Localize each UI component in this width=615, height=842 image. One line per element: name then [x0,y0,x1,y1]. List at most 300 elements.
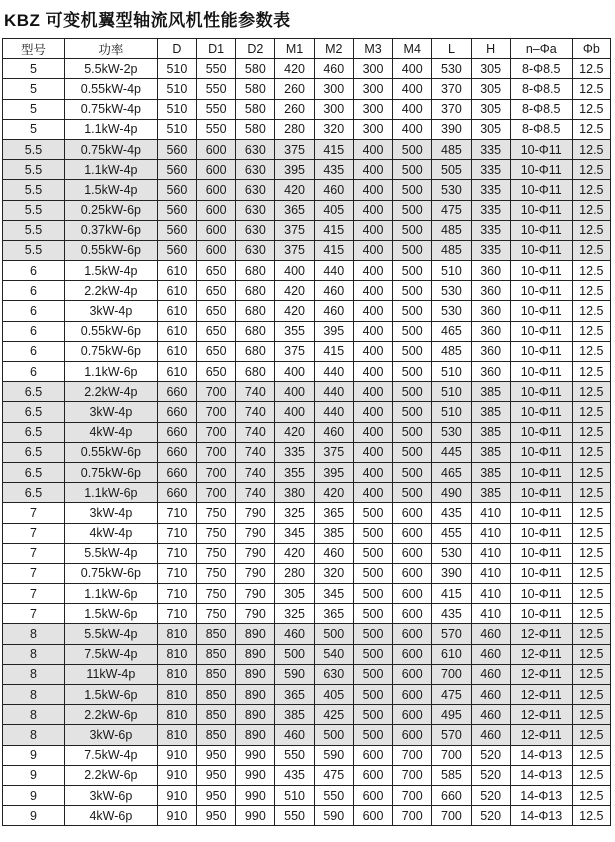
table-cell: 460 [314,59,353,79]
table-cell: 475 [314,765,353,785]
table-cell: 390 [432,119,471,139]
table-cell: 850 [197,685,236,705]
column-header: M2 [314,39,353,59]
table-cell: 400 [353,321,392,341]
table-cell: 485 [432,139,471,159]
table-cell: 12.5 [572,503,610,523]
table-cell: 465 [432,321,471,341]
table-cell: 460 [314,422,353,442]
table-cell: 560 [157,200,196,220]
table-row [3,705,611,725]
table-cell: 790 [236,604,275,624]
table-cell: 890 [236,685,275,705]
table-cell: 700 [432,806,471,826]
table-cell: 580 [236,119,275,139]
table-cell: 14-Φ13 [510,785,572,805]
table-cell: 500 [353,644,392,664]
table-cell: 12.5 [572,806,610,826]
table-cell: 950 [197,745,236,765]
table-cell: 440 [314,402,353,422]
table-cell: 550 [275,806,314,826]
table-cell: 12.5 [572,745,610,765]
table-cell: 530 [432,422,471,442]
table-cell: 305 [471,119,510,139]
table-cell: 550 [197,99,236,119]
table-cell: 435 [432,503,471,523]
table-cell: 400 [393,59,432,79]
table-cell: 530 [432,281,471,301]
table-cell: 550 [314,785,353,805]
table-cell: 3kW-6p [64,785,157,805]
table-cell: 400 [275,261,314,281]
table-cell: 12.5 [572,362,610,382]
table-cell: 600 [393,644,432,664]
table-cell: 12.5 [572,664,610,684]
table-cell: 500 [393,341,432,361]
column-header: M1 [275,39,314,59]
table-cell: 460 [471,705,510,725]
table-cell: 10-Φ11 [510,362,572,382]
table-cell: 750 [197,503,236,523]
table-cell: 500 [353,584,392,604]
table-cell: 500 [393,240,432,260]
table-cell: 500 [353,563,392,583]
table-cell: 400 [353,442,392,462]
table-cell: 12.5 [572,99,610,119]
table-cell: 510 [157,119,196,139]
table-cell: 630 [236,139,275,159]
table-cell: 0.25kW-6p [64,200,157,220]
table-cell: 500 [393,301,432,321]
table-cell: 12.5 [572,462,610,482]
table-cell: 500 [393,139,432,159]
table-cell: 550 [197,119,236,139]
table-header-row [3,39,611,59]
table-cell: 400 [353,382,392,402]
table-cell: 500 [393,382,432,402]
table-cell: 12.5 [572,685,610,705]
table-cell: 8-Φ8.5 [510,99,572,119]
table-cell: 475 [432,200,471,220]
table-cell: 12.5 [572,785,610,805]
table-row [3,604,611,624]
table-cell: 520 [471,806,510,826]
table-cell: 325 [275,503,314,523]
table-cell: 610 [157,281,196,301]
table-cell: 445 [432,442,471,462]
table-cell: 5.5kW-4p [64,543,157,563]
table-cell: 890 [236,644,275,664]
table-cell: 510 [432,382,471,402]
table-cell: 12.5 [572,644,610,664]
table-cell: 5 [3,99,65,119]
table-cell: 5.5kW-2p [64,59,157,79]
table-cell: 12.5 [572,281,610,301]
table-cell: 420 [275,59,314,79]
table-cell: 400 [275,402,314,422]
table-cell: 385 [471,422,510,442]
table-cell: 530 [432,543,471,563]
table-cell: 335 [471,240,510,260]
table-cell: 12.5 [572,180,610,200]
table-cell: 360 [471,362,510,382]
table-cell: 500 [393,483,432,503]
table-cell: 600 [353,745,392,765]
table-cell: 500 [393,462,432,482]
table-cell: 260 [275,79,314,99]
table-cell: 500 [393,220,432,240]
table-row [3,685,611,705]
table-cell: 1.1kW-4p [64,160,157,180]
table-row [3,523,611,543]
table-cell: 400 [393,119,432,139]
table-cell: 400 [353,139,392,159]
table-cell: 520 [471,785,510,805]
table-cell: 3kW-6p [64,725,157,745]
table-cell: 510 [157,59,196,79]
table-cell: 6 [3,261,65,281]
table-cell: 12-Φ11 [510,624,572,644]
table-cell: 6.5 [3,483,65,503]
table-cell: 10-Φ11 [510,422,572,442]
table-cell: 0.55kW-4p [64,79,157,99]
table-cell: 700 [393,785,432,805]
table-cell: 355 [275,462,314,482]
table-cell: 600 [393,705,432,725]
table-row [3,220,611,240]
table-cell: 740 [236,402,275,422]
table-cell: 500 [393,422,432,442]
table-cell: 600 [353,806,392,826]
table-cell: 6.5 [3,382,65,402]
table-row [3,442,611,462]
table-cell: 950 [197,785,236,805]
table-cell: 12.5 [572,301,610,321]
table-cell: 850 [197,664,236,684]
table-cell: 500 [393,261,432,281]
table-cell: 2.2kW-6p [64,705,157,725]
table-cell: 400 [353,281,392,301]
table-cell: 12-Φ11 [510,644,572,664]
table-cell: 8 [3,705,65,725]
table-cell: 600 [393,604,432,624]
table-cell: 750 [197,543,236,563]
table-cell: 590 [275,664,314,684]
table-cell: 890 [236,664,275,684]
table-cell: 300 [314,79,353,99]
table-cell: 560 [157,180,196,200]
table-row [3,180,611,200]
table-cell: 4kW-4p [64,523,157,543]
table-cell: 700 [197,483,236,503]
table-cell: 9 [3,745,65,765]
table-cell: 410 [471,503,510,523]
table-cell: 12-Φ11 [510,725,572,745]
table-row [3,99,611,119]
table-cell: 10-Φ11 [510,402,572,422]
table-cell: 8-Φ8.5 [510,119,572,139]
table-cell: 435 [275,765,314,785]
table-cell: 5.5 [3,160,65,180]
table-cell: 385 [471,442,510,462]
table-cell: 740 [236,442,275,462]
table-cell: 440 [314,261,353,281]
table-cell: 375 [275,240,314,260]
table-cell: 415 [314,220,353,240]
table-cell: 570 [432,624,471,644]
table-cell: 10-Φ11 [510,139,572,159]
table-cell: 400 [353,301,392,321]
table-cell: 710 [157,563,196,583]
table-cell: 10-Φ11 [510,220,572,240]
table-cell: 385 [471,402,510,422]
table-cell: 5 [3,119,65,139]
table-cell: 610 [157,321,196,341]
table-cell: 700 [197,462,236,482]
table-row [3,563,611,583]
table-cell: 600 [197,240,236,260]
table-cell: 415 [314,341,353,361]
table-cell: 740 [236,382,275,402]
table-cell: 300 [353,79,392,99]
table-cell: 500 [353,523,392,543]
table-row [3,139,611,159]
table-cell: 0.75kW-6p [64,563,157,583]
table-cell: 400 [353,261,392,281]
table-cell: 375 [275,220,314,240]
table-cell: 400 [275,362,314,382]
table-cell: 5.5kW-4p [64,624,157,644]
table-cell: 810 [157,644,196,664]
table-cell: 10-Φ11 [510,462,572,482]
table-row [3,261,611,281]
table-cell: 5 [3,79,65,99]
table-cell: 10-Φ11 [510,523,572,543]
table-cell: 7 [3,584,65,604]
table-cell: 500 [275,644,314,664]
table-cell: 850 [197,725,236,745]
table-cell: 12.5 [572,402,610,422]
table-cell: 460 [314,543,353,563]
table-cell: 12.5 [572,341,610,361]
table-row [3,725,611,745]
table-cell: 610 [157,261,196,281]
table-cell: 5.5 [3,240,65,260]
table-cell: 335 [275,442,314,462]
table-cell: 530 [432,180,471,200]
column-header: Φb [572,39,610,59]
table-cell: 630 [314,664,353,684]
table-cell: 10-Φ11 [510,180,572,200]
table-cell: 500 [353,705,392,725]
table-cell: 12.5 [572,422,610,442]
table-cell: 420 [275,281,314,301]
table-cell: 10-Φ11 [510,382,572,402]
table-cell: 610 [157,301,196,321]
table-cell: 385 [471,382,510,402]
table-row [3,240,611,260]
table-cell: 700 [393,745,432,765]
table-cell: 415 [314,240,353,260]
table-cell: 10-Φ11 [510,200,572,220]
table-cell: 990 [236,806,275,826]
table-cell: 395 [314,321,353,341]
table-cell: 510 [432,402,471,422]
table-cell: 10-Φ11 [510,160,572,180]
table-cell: 420 [275,301,314,321]
table-cell: 365 [275,685,314,705]
table-cell: 600 [197,139,236,159]
table-cell: 0.75kW-4p [64,139,157,159]
table-cell: 910 [157,765,196,785]
table-cell: 9 [3,806,65,826]
table-cell: 10-Φ11 [510,563,572,583]
table-cell: 500 [353,604,392,624]
column-header: H [471,39,510,59]
table-cell: 370 [432,99,471,119]
table-cell: 500 [393,321,432,341]
table-cell: 12.5 [572,139,610,159]
table-cell: 6 [3,321,65,341]
table-cell: 560 [157,220,196,240]
table-cell: 600 [197,180,236,200]
table-cell: 740 [236,483,275,503]
table-cell: 12.5 [572,59,610,79]
table-cell: 460 [314,180,353,200]
table-cell: 7 [3,503,65,523]
table-cell: 10-Φ11 [510,503,572,523]
table-cell: 0.75kW-4p [64,99,157,119]
table-cell: 530 [432,301,471,321]
table-cell: 500 [353,624,392,644]
table-cell: 440 [314,382,353,402]
table-cell: 12.5 [572,160,610,180]
table-cell: 790 [236,563,275,583]
table-cell: 365 [314,503,353,523]
table-cell: 320 [314,563,353,583]
table-cell: 400 [353,200,392,220]
table-row [3,584,611,604]
table-cell: 1.5kW-4p [64,180,157,200]
table-row [3,341,611,361]
table-cell: 345 [275,523,314,543]
table-cell: 680 [236,261,275,281]
table-cell: 0.55kW-6p [64,442,157,462]
table-cell: 510 [157,79,196,99]
table-cell: 365 [275,200,314,220]
table-cell: 12.5 [572,382,610,402]
table-row [3,200,611,220]
table-cell: 560 [157,240,196,260]
table-cell: 950 [197,765,236,785]
table-cell: 460 [314,301,353,321]
table-cell: 1.5kW-6p [64,604,157,624]
table-cell: 650 [197,261,236,281]
table-cell: 10-Φ11 [510,321,572,341]
table-cell: 10-Φ11 [510,483,572,503]
table-cell: 400 [353,462,392,482]
table-cell: 610 [157,362,196,382]
table-cell: 910 [157,785,196,805]
table-row [3,503,611,523]
table-cell: 6 [3,341,65,361]
table-cell: 990 [236,765,275,785]
table-cell: 660 [157,483,196,503]
column-header: M4 [393,39,432,59]
table-cell: 415 [314,139,353,159]
table-cell: 500 [393,180,432,200]
table-cell: 400 [353,160,392,180]
table-row [3,160,611,180]
table-cell: 810 [157,624,196,644]
table-cell: 850 [197,644,236,664]
table-cell: 810 [157,725,196,745]
table-cell: 260 [275,99,314,119]
table-cell: 395 [275,160,314,180]
table-row [3,382,611,402]
table-row [3,785,611,805]
table-cell: 6 [3,301,65,321]
table-cell: 385 [471,483,510,503]
table-cell: 405 [314,685,353,705]
table-cell: 12.5 [572,705,610,725]
table-cell: 12.5 [572,543,610,563]
table-cell: 300 [353,59,392,79]
table-cell: 6.5 [3,422,65,442]
table-cell: 420 [275,180,314,200]
table-cell: 6.5 [3,462,65,482]
table-cell: 520 [471,765,510,785]
table-cell: 540 [314,644,353,664]
table-cell: 12.5 [572,765,610,785]
table-cell: 10-Φ11 [510,442,572,462]
table-row [3,281,611,301]
table-cell: 550 [275,745,314,765]
table-cell: 600 [393,664,432,684]
table-cell: 660 [157,402,196,422]
table-cell: 700 [393,806,432,826]
table-cell: 680 [236,301,275,321]
table-cell: 12.5 [572,79,610,99]
table-cell: 415 [432,584,471,604]
column-header: D2 [236,39,275,59]
table-cell: 0.75kW-6p [64,462,157,482]
table-cell: 510 [157,99,196,119]
table-cell: 460 [471,664,510,684]
column-header: D1 [197,39,236,59]
table-row [3,119,611,139]
table-cell: 600 [197,220,236,240]
table-cell: 585 [432,765,471,785]
table-cell: 7 [3,543,65,563]
table-cell: 650 [197,362,236,382]
table-cell: 500 [393,281,432,301]
table-row [3,806,611,826]
table-cell: 600 [353,785,392,805]
table-cell: 650 [197,341,236,361]
table-cell: 12.5 [572,261,610,281]
table-cell: 400 [353,402,392,422]
table-cell: 790 [236,523,275,543]
table-cell: 5.5 [3,220,65,240]
table-cell: 10-Φ11 [510,240,572,260]
column-header: D [157,39,196,59]
table-cell: 7 [3,604,65,624]
table-cell: 600 [393,624,432,644]
table-cell: 680 [236,362,275,382]
table-cell: 500 [353,664,392,684]
table-cell: 8 [3,664,65,684]
